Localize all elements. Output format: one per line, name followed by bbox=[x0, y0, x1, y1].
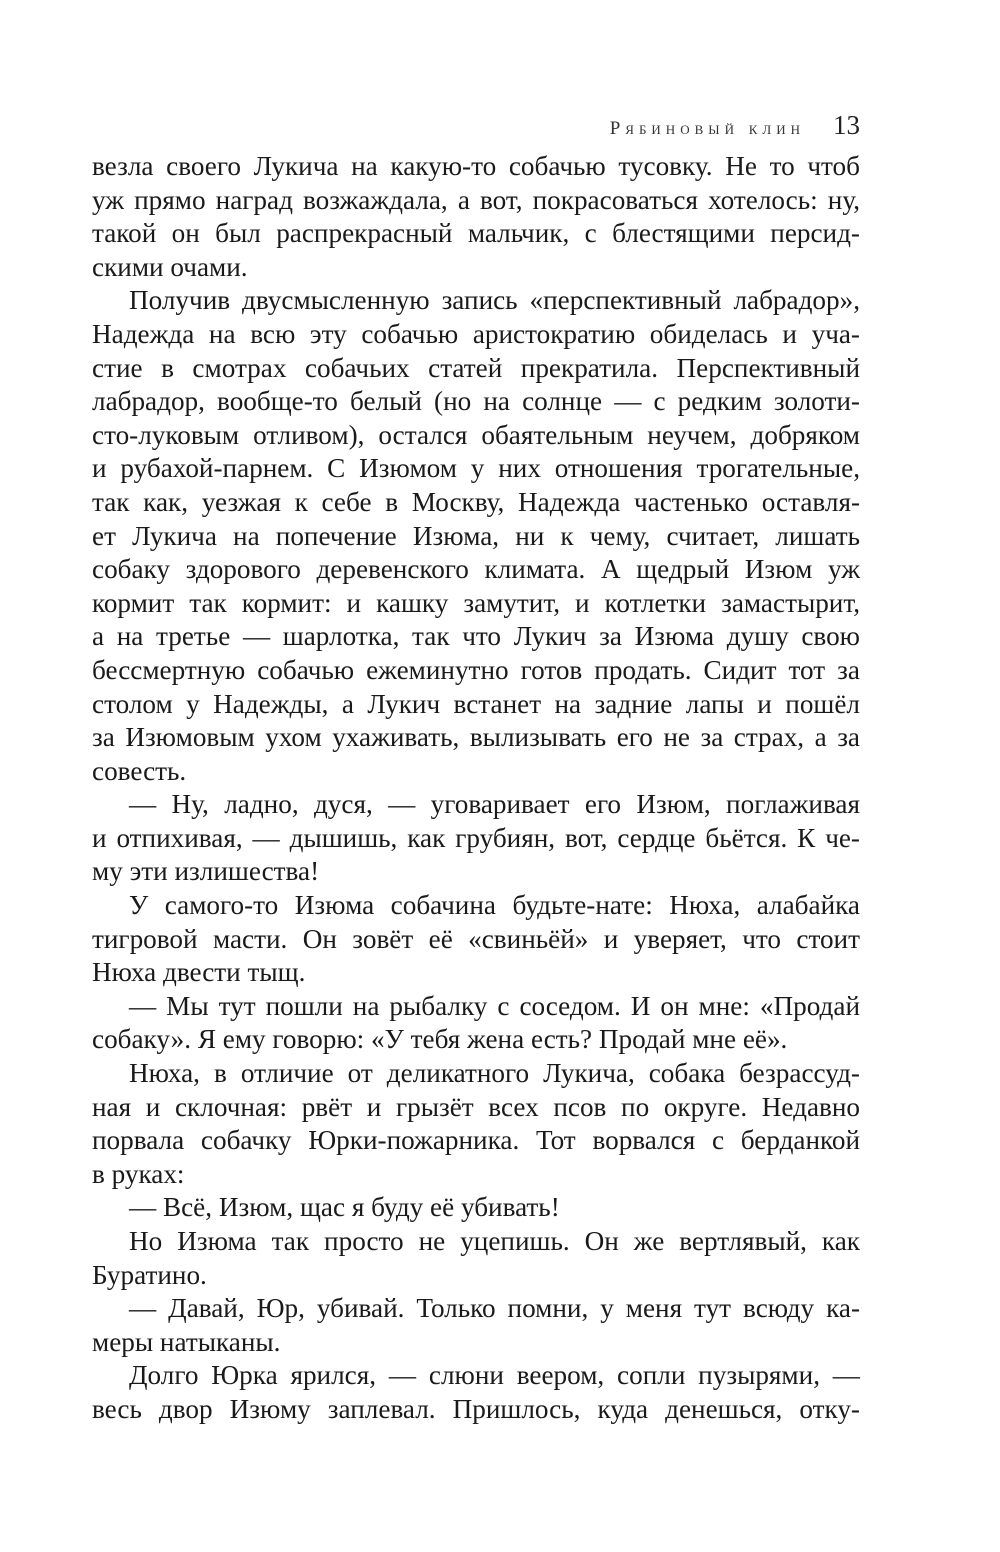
text-line: в руках: bbox=[92, 1158, 185, 1189]
text-line: бессмертную собачью ежеминутно готов продать. Сидит тот за bbox=[92, 654, 860, 685]
running-head bbox=[610, 110, 860, 141]
text-line: совесть. bbox=[92, 755, 187, 786]
text-line: собаку». Я ему говорю: «У тебя жена есть? Продай мне её». bbox=[92, 1024, 788, 1055]
paragraph bbox=[92, 150, 860, 284]
text-line: порвала собачку Юрки-пожарника. Тот ворвался с берданкой bbox=[92, 1125, 860, 1156]
text-line: — Мы тут пошли на рыбалку с соседом. И он мне: «Продай bbox=[129, 990, 860, 1021]
text-line: — Всё, Изюм, щас я буду её убивать! bbox=[129, 1192, 560, 1223]
running-title: Рябиновый клин bbox=[609, 118, 805, 139]
text-line: му эти излишества! bbox=[92, 856, 320, 887]
text-line: Долго Юрка ярился, — слюни веером, сопли пузырями, — bbox=[129, 1360, 860, 1391]
text-line: тигровой масти. Он зовёт её «свиньёй» и уверяет, что стоит bbox=[92, 923, 860, 954]
text-line: — Давай, Юр, убивай. Только помни, у меня тут всюду ка- bbox=[129, 1293, 860, 1324]
paragraph bbox=[92, 1292, 860, 1359]
text-line: У самого-то Изюма собачина будьте-нате: Нюха, алабайка bbox=[129, 890, 860, 921]
text-line: такой он был распрекрасный мальчик, с блестящими персид- bbox=[92, 218, 860, 249]
text-line: лабрадор, вообще-то белый (но на солнце — с редким золоти- bbox=[92, 386, 860, 417]
text-line: Нюха, в отличие от деликатного Лукича, собака безрассуд- bbox=[129, 1058, 860, 1089]
paragraph bbox=[92, 889, 860, 990]
text-line: весь двор Изюму заплевал. Пришлось, куда денешься, отку- bbox=[92, 1393, 860, 1424]
text-line: и рубахой-парнем. С Изюмом у них отношения трогательные, bbox=[92, 453, 860, 484]
text-line: Нюха двести тыщ. bbox=[92, 957, 306, 988]
text-line: так как, уезжая к себе в Москву, Надежда частенько оставля- bbox=[92, 486, 860, 517]
text-line: и отпихивая, — дышишь, как грубиян, вот, сердце бьётся. К че- bbox=[92, 822, 860, 853]
paragraph bbox=[92, 284, 860, 788]
text-line: стие в смотрах собачьих статей прекратила. Перспективный bbox=[92, 352, 860, 383]
text-line: Буратино. bbox=[92, 1259, 207, 1290]
text-line: собаку здорового деревенского климата. А щедрый Изюм уж bbox=[92, 554, 860, 585]
text-line: меры натыканы. bbox=[92, 1326, 281, 1357]
page-number: 13 bbox=[833, 110, 860, 140]
paragraph bbox=[92, 1225, 860, 1292]
text-line: ет Лукича на попечение Изюма, ни к чему, считает, лишать bbox=[92, 520, 860, 551]
text-line: сто-луковым отливом), остался обаятельным неучем, добряком bbox=[92, 419, 860, 450]
paragraph bbox=[92, 1359, 860, 1426]
paragraph bbox=[92, 990, 860, 1057]
text-line: уж прямо наград возжаждала, а вот, покрасоваться хотелось: ну, bbox=[92, 184, 860, 215]
text-line: Но Изюма так просто не уцепишь. Он же вертлявый, как bbox=[129, 1226, 860, 1256]
text-line: — Ну, ладно, дуся, — уговаривает его Изюм, поглаживая bbox=[129, 789, 860, 820]
paragraph bbox=[92, 1057, 860, 1191]
text-line: кормит так кормит: и кашку замутит, и котлетки замастырит, bbox=[92, 587, 860, 618]
text-line: Надежда на всю эту собачью аристократию обиделась и уча- bbox=[92, 318, 860, 349]
text-line: везла своего Лукича на какую-то собачью тусовку. Не то чтоб bbox=[92, 151, 860, 181]
text-line: ная и склочная: рвёт и грызёт всех псов по округе. Недавно bbox=[92, 1091, 860, 1122]
text-line: столом у Надежды, а Лукич встанет на задние лапы и пошёл bbox=[92, 688, 860, 719]
paragraph bbox=[92, 1191, 860, 1225]
text-line: за Изюмовым ухом ухаживать, вылизывать его не за страх, а за bbox=[92, 722, 860, 753]
text-line: Получив двусмысленную запись «перспективный лабрадор», bbox=[129, 285, 860, 316]
paragraph bbox=[92, 788, 860, 889]
text-line: скими очами. bbox=[92, 251, 248, 282]
body-text bbox=[92, 150, 860, 1427]
text-line: а на третье — шарлотка, так что Лукич за Изюма душу свою bbox=[92, 621, 860, 652]
